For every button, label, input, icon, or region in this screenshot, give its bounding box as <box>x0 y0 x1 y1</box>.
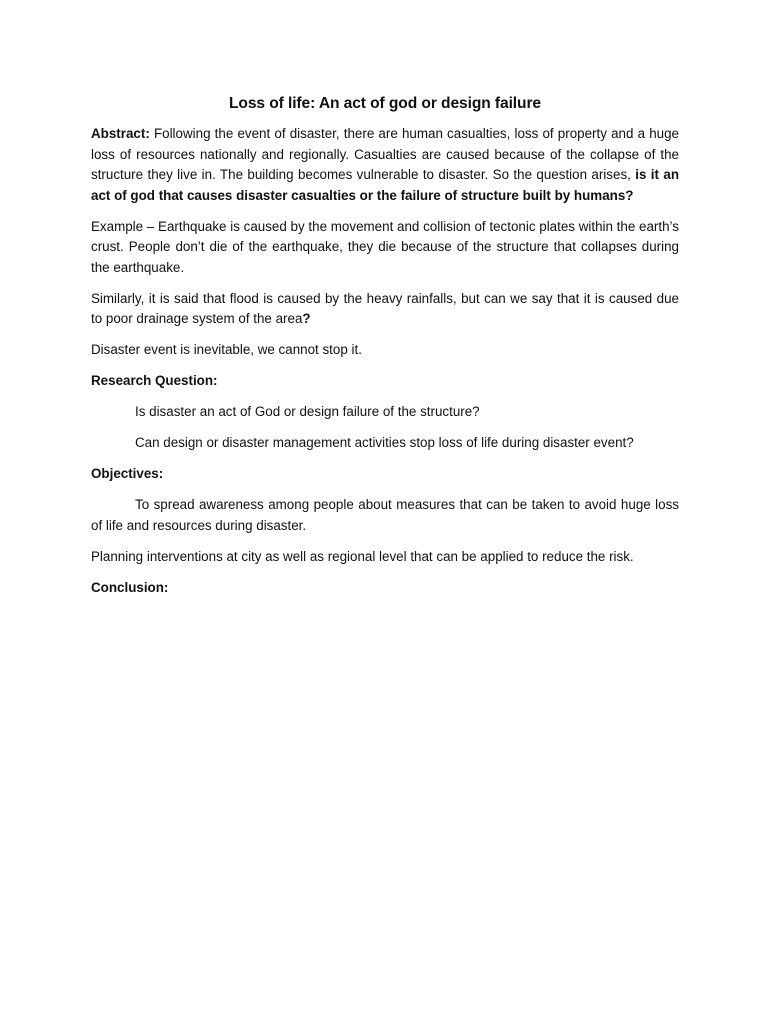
abstract-label: Abstract: <box>91 126 150 141</box>
document-title: Loss of life: An act of god or design failure <box>228 95 541 112</box>
conclusion-heading: Conclusion: <box>91 579 169 595</box>
abstract-question: is it an act of god that causes disaster casualties or the failure of structure built by humans? <box>91 167 679 203</box>
abstract-text: Following the event of disaster, there are human casualties, loss of property and a huge loss of resources nationally and regionally. Casualties are caused because of the collapse of the structure they live in. The building becomes vulnerable to disaster. So the question arises, <box>91 126 679 182</box>
research-question-heading: Research Question: <box>91 373 218 388</box>
similarly-question-mark: ? <box>302 311 311 326</box>
objectives-heading: Objectives: <box>91 466 164 481</box>
example-paragraph: Example – Earthquake is caused by the movement and collision of tectonic plates within the earth’s crust. People don’t die of the earthquake, they die because of the structure that collapses during the earthquake. <box>91 218 679 275</box>
inevitable-paragraph: Disaster event is inevitable, we cannot stop it. <box>91 342 362 357</box>
similarly-paragraph <box>91 289 679 330</box>
abstract-paragraph <box>91 124 679 206</box>
objective-item: Planning interventions at city as well as regional level that can be applied to reduce the risk. <box>91 548 634 564</box>
objective-item: To spread awareness among people about measures that can be taken to avoid huge loss of life and resources during disaster. <box>91 497 679 533</box>
research-question-item: Is disaster an act of God or design failure of the structure? <box>135 404 480 419</box>
similarly-text: Similarly, it is said that flood is caused by the heavy rainfalls, but can we say that it is caused due to poor drainage system of the area <box>91 290 679 326</box>
research-question-item: Can design or disaster management activities stop loss of life during disaster event? <box>135 435 634 450</box>
